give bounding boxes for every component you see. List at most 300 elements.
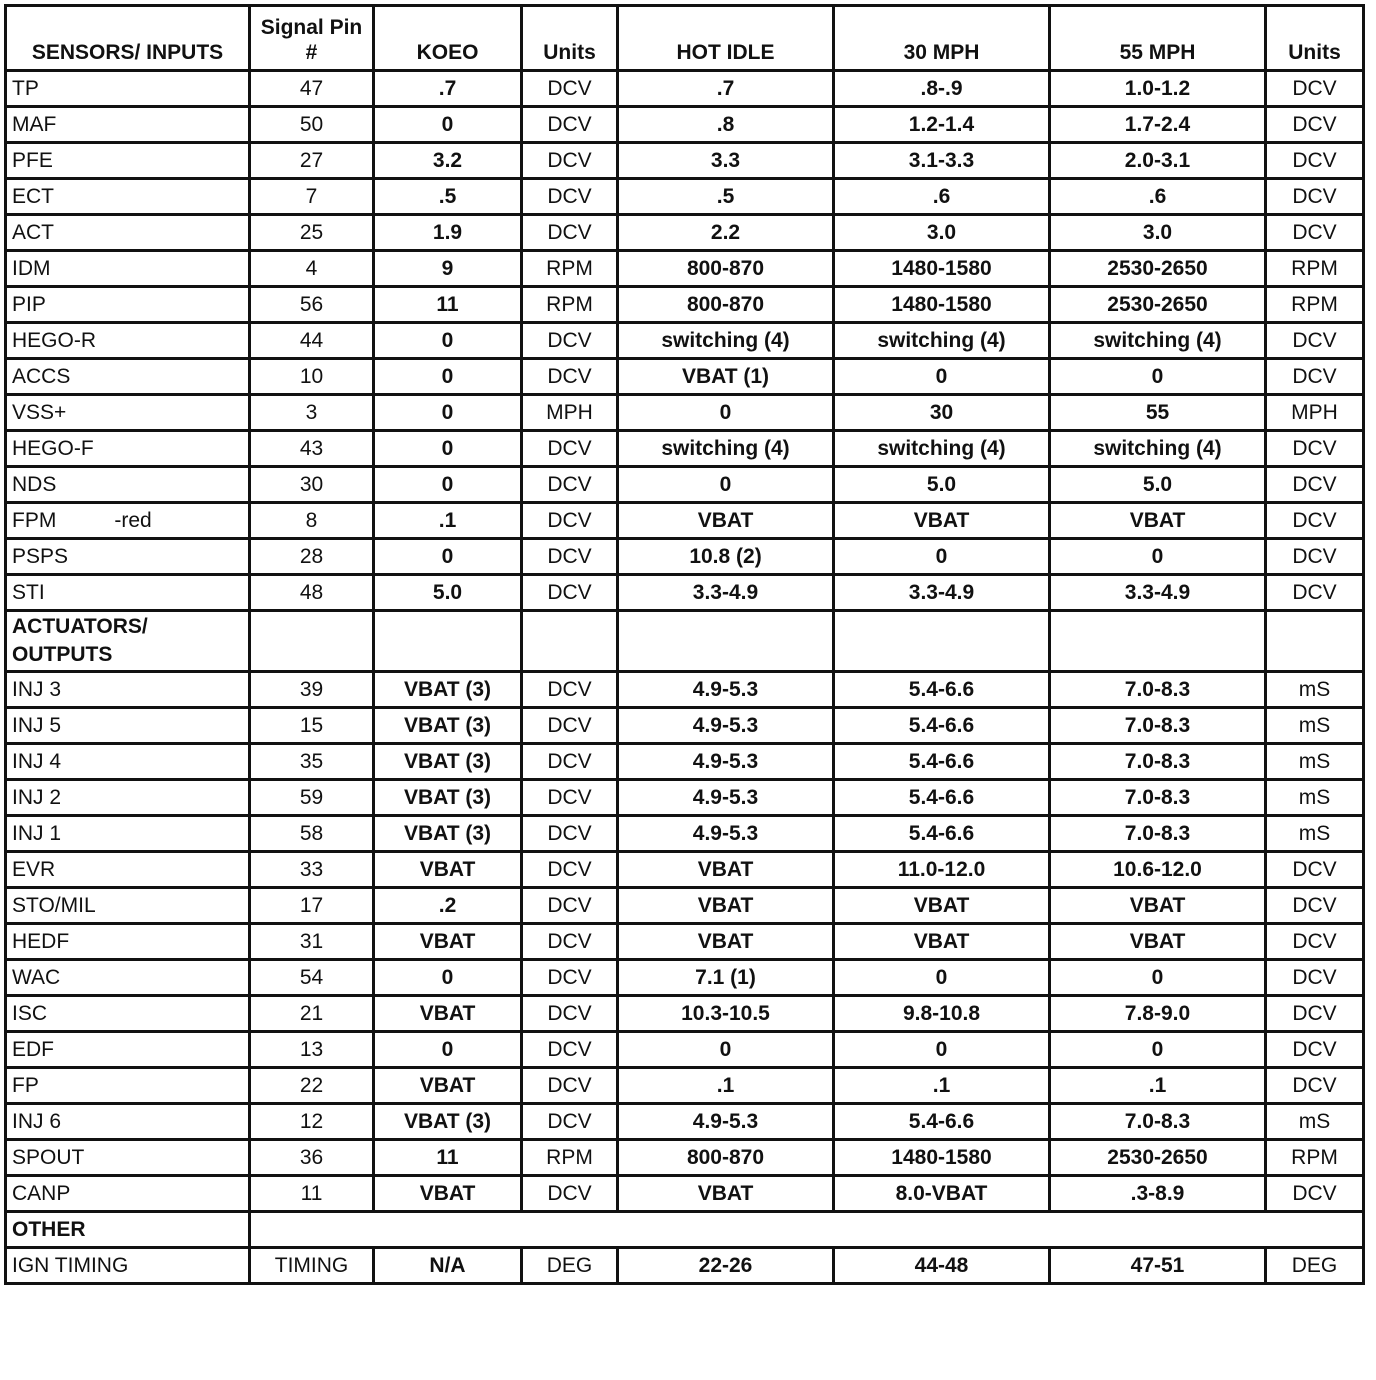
empty-cell <box>1050 611 1266 672</box>
cell-name <box>6 672 250 708</box>
cell-text: 0 <box>719 472 732 496</box>
cell-units-2 <box>1266 539 1364 575</box>
cell-text: DCV <box>547 508 592 532</box>
empty-cell <box>250 611 374 672</box>
cell-text: 9 <box>441 256 454 280</box>
cell-units <box>522 503 618 539</box>
cell-text: VBAT (3) <box>403 821 492 845</box>
cell-name <box>6 708 250 744</box>
cell-text: EDF <box>12 1037 54 1061</box>
cell-pin <box>250 924 374 960</box>
cell-text: INJ 1 <box>12 821 62 845</box>
cell-text: TIMING <box>274 1253 349 1277</box>
cell-text: PFE <box>12 148 53 172</box>
cell-hot-idle <box>618 71 834 107</box>
cell-text: .1 <box>716 1073 735 1097</box>
cell-units-2 <box>1266 852 1364 888</box>
cell-name <box>6 1068 250 1104</box>
cell-text: VBAT <box>697 857 754 881</box>
cell-text: DCV <box>547 472 592 496</box>
empty-cell <box>522 611 618 672</box>
cell-text: DCV <box>1292 184 1337 208</box>
cell-text: DEG <box>546 1253 593 1277</box>
cell-text: FPM <box>12 508 57 532</box>
table-row <box>6 780 1364 816</box>
cell-text: VBAT (3) <box>403 677 492 701</box>
cell-text: DCV <box>547 965 592 989</box>
cell-koeo <box>374 71 522 107</box>
cell-text: 3.0 <box>926 220 957 244</box>
cell-text: 0 <box>1151 364 1164 388</box>
cell-text: 7.0-8.3 <box>1124 749 1191 773</box>
section-row <box>6 1212 1364 1248</box>
cell-text: VBAT <box>419 1073 476 1097</box>
cell-text: 0 <box>441 328 454 352</box>
cell-hot-idle <box>618 1068 834 1104</box>
cell-30-mph <box>834 431 1050 467</box>
cell-name <box>6 395 250 431</box>
cell-name <box>6 143 250 179</box>
cell-pin <box>250 503 374 539</box>
cell-30-mph <box>834 708 1050 744</box>
table-row <box>6 672 1364 708</box>
cell-text: 59 <box>299 785 324 809</box>
cell-text: 4.9-5.3 <box>692 821 759 845</box>
cell-name <box>6 996 250 1032</box>
cell-text: HEGO-F <box>12 436 94 460</box>
cell-text: STI <box>12 580 45 604</box>
cell-text: DCV <box>1292 1073 1337 1097</box>
cell-text: RPM <box>1291 292 1338 316</box>
cell-55-mph <box>1050 539 1266 575</box>
cell-text: INJ 5 <box>12 713 62 737</box>
empty-cell <box>834 611 1050 672</box>
cell-koeo <box>374 816 522 852</box>
cell-text: 3.0 <box>1142 220 1173 244</box>
cell-text: 10.8 (2) <box>689 544 762 568</box>
header-55-mph: 55 MPH <box>1050 6 1266 71</box>
cell-text: 1.0-1.2 <box>1124 76 1191 100</box>
empty-cell <box>374 611 522 672</box>
cell-text: IDM <box>12 256 51 280</box>
cell-name <box>6 431 250 467</box>
cell-text: ISC <box>12 1001 48 1025</box>
cell-units <box>522 1032 618 1068</box>
cell-text: DCV <box>1292 544 1337 568</box>
cell-text: switching (4) <box>1093 436 1222 460</box>
cell-text: ACCS <box>12 364 71 388</box>
cell-name <box>6 1176 250 1212</box>
empty-cell <box>1266 611 1364 672</box>
cell-text: 5.0 <box>1142 472 1173 496</box>
cell-text: ACT <box>12 220 54 244</box>
cell-55-mph <box>1050 251 1266 287</box>
cell-text: DCV <box>1292 364 1337 388</box>
table-row <box>6 107 1364 143</box>
cell-30-mph <box>834 251 1050 287</box>
cell-text: DCV <box>1292 1181 1337 1205</box>
cell-text: VBAT <box>419 1001 476 1025</box>
cell-hot-idle <box>618 1140 834 1176</box>
cell-55-mph <box>1050 71 1266 107</box>
cell-text: 3.1-3.3 <box>908 148 975 172</box>
cell-text: DCV <box>547 220 592 244</box>
cell-text: 10 <box>299 364 324 388</box>
cell-text: 5.4-6.6 <box>908 785 975 809</box>
cell-pin <box>250 251 374 287</box>
cell-text: HEDF <box>12 929 70 953</box>
cell-text: 1480-1580 <box>891 1145 992 1169</box>
cell-units <box>522 744 618 780</box>
cell-text: 0 <box>1151 965 1164 989</box>
cell-text: 0 <box>441 472 454 496</box>
cell-text: ECT <box>12 184 54 208</box>
cell-units-2 <box>1266 395 1364 431</box>
cell-name <box>6 816 250 852</box>
cell-name <box>6 744 250 780</box>
cell-text: 21 <box>299 1001 324 1025</box>
cell-text: 1.9 <box>432 220 463 244</box>
cell-text: switching (4) <box>1093 328 1222 352</box>
empty-cell <box>250 1212 1364 1248</box>
cell-text: VBAT <box>419 929 476 953</box>
cell-units-2 <box>1266 996 1364 1032</box>
cell-koeo <box>374 1140 522 1176</box>
cell-units <box>522 251 618 287</box>
cell-text: 50 <box>299 112 324 136</box>
cell-text: MAF <box>12 112 57 136</box>
cell-55-mph <box>1050 1068 1266 1104</box>
cell-text: .1 <box>932 1073 951 1097</box>
cell-text: 0 <box>935 965 948 989</box>
table-row <box>6 467 1364 503</box>
cell-text: DCV <box>547 148 592 172</box>
cell-pin <box>250 431 374 467</box>
cell-units-2 <box>1266 143 1364 179</box>
cell-text: 30 <box>299 472 324 496</box>
cell-55-mph <box>1050 708 1266 744</box>
cell-text: VBAT (3) <box>403 713 492 737</box>
header-koeo: KOEO <box>374 6 522 71</box>
cell-text: DCV <box>547 1001 592 1025</box>
cell-units-2 <box>1266 1104 1364 1140</box>
cell-text: .3-8.9 <box>1130 1181 1185 1205</box>
cell-pin <box>250 1068 374 1104</box>
table-row <box>6 71 1364 107</box>
cell-text: 0 <box>935 364 948 388</box>
cell-units-2 <box>1266 431 1364 467</box>
cell-hot-idle <box>618 1248 834 1284</box>
cell-pin <box>250 575 374 611</box>
cell-units-2 <box>1266 215 1364 251</box>
cell-30-mph <box>834 575 1050 611</box>
cell-text: DCV <box>1292 76 1337 100</box>
cell-text: 7.0-8.3 <box>1124 713 1191 737</box>
cell-text: DCV <box>1292 965 1337 989</box>
cell-hot-idle <box>618 539 834 575</box>
cell-30-mph <box>834 143 1050 179</box>
cell-text: DCV <box>547 1181 592 1205</box>
cell-name <box>6 467 250 503</box>
cell-text: RPM <box>1291 1145 1338 1169</box>
cell-text: DCV <box>547 893 592 917</box>
cell-hot-idle <box>618 780 834 816</box>
cell-hot-idle <box>618 575 834 611</box>
cell-pin <box>250 143 374 179</box>
cell-hot-idle <box>618 1104 834 1140</box>
cell-name <box>6 503 250 539</box>
cell-text: 1.7-2.4 <box>1124 112 1191 136</box>
cell-units-2 <box>1266 323 1364 359</box>
cell-pin <box>250 179 374 215</box>
cell-units-2 <box>1266 107 1364 143</box>
cell-text: 8.0-VBAT <box>895 1181 988 1205</box>
cell-name <box>6 924 250 960</box>
cell-hot-idle <box>618 1176 834 1212</box>
cell-text: 35 <box>299 749 324 773</box>
cell-pin <box>250 816 374 852</box>
cell-text: 48 <box>299 580 324 604</box>
cell-30-mph <box>834 359 1050 395</box>
cell-pin <box>250 780 374 816</box>
cell-hot-idle <box>618 215 834 251</box>
cell-koeo <box>374 1068 522 1104</box>
cell-30-mph <box>834 1140 1050 1176</box>
cell-pin <box>250 744 374 780</box>
cell-text: 7 <box>305 184 318 208</box>
cell-text: 36 <box>299 1145 324 1169</box>
table-row <box>6 503 1364 539</box>
cell-text: N/A <box>429 1253 466 1277</box>
cell-text: 3.3-4.9 <box>692 580 759 604</box>
cell-text: 0 <box>441 400 454 424</box>
cell-text: STO/MIL <box>12 893 96 917</box>
cell-hot-idle <box>618 672 834 708</box>
cell-text: 33 <box>299 857 324 881</box>
cell-text: 25 <box>299 220 324 244</box>
cell-name <box>6 780 250 816</box>
cell-name <box>6 215 250 251</box>
cell-name <box>6 179 250 215</box>
cell-units <box>522 852 618 888</box>
cell-koeo <box>374 672 522 708</box>
cell-koeo <box>374 852 522 888</box>
cell-text: RPM <box>546 256 593 280</box>
cell-text: VBAT <box>913 929 970 953</box>
cell-text: DCV <box>1292 580 1337 604</box>
cell-text: 47-51 <box>1130 1253 1185 1277</box>
cell-text: 30 <box>929 400 954 424</box>
cell-55-mph <box>1050 143 1266 179</box>
cell-text: 2.0-3.1 <box>1124 148 1191 172</box>
cell-text: PIP <box>12 292 46 316</box>
cell-text: 5.0 <box>926 472 957 496</box>
cell-55-mph <box>1050 467 1266 503</box>
cell-units <box>522 1104 618 1140</box>
table-row <box>6 575 1364 611</box>
cell-text: 0 <box>935 1037 948 1061</box>
cell-hot-idle <box>618 431 834 467</box>
cell-text: VBAT <box>913 893 970 917</box>
cell-text: 10.6-12.0 <box>1113 857 1202 881</box>
cell-hot-idle <box>618 323 834 359</box>
table-row <box>6 852 1364 888</box>
cell-units-2 <box>1266 888 1364 924</box>
cell-text: VBAT <box>1129 508 1186 532</box>
cell-text: mS <box>1298 821 1331 845</box>
cell-units <box>522 672 618 708</box>
cell-30-mph <box>834 1032 1050 1068</box>
cell-koeo <box>374 251 522 287</box>
cell-text: DCV <box>547 112 592 136</box>
cell-units-2 <box>1266 780 1364 816</box>
cell-text: 39 <box>299 677 324 701</box>
cell-units-2 <box>1266 503 1364 539</box>
cell-text: HEGO-R <box>12 328 96 352</box>
cell-units <box>522 539 618 575</box>
table-row <box>6 359 1364 395</box>
cell-text: .7 <box>438 76 457 100</box>
cell-koeo <box>374 359 522 395</box>
cell-30-mph <box>834 672 1050 708</box>
cell-text: NDS <box>12 472 57 496</box>
cell-units <box>522 1248 618 1284</box>
table-row <box>6 143 1364 179</box>
cell-units-2 <box>1266 708 1364 744</box>
cell-30-mph <box>834 1176 1050 1212</box>
cell-text: DCV <box>1292 893 1337 917</box>
cell-pin <box>250 672 374 708</box>
cell-text: 47 <box>299 76 324 100</box>
cell-text: 55 <box>1145 400 1170 424</box>
cell-55-mph <box>1050 960 1266 996</box>
cell-text: VBAT <box>697 893 754 917</box>
cell-units <box>522 71 618 107</box>
cell-units <box>522 1176 618 1212</box>
cell-units-2 <box>1266 816 1364 852</box>
cell-koeo <box>374 708 522 744</box>
cell-hot-idle <box>618 960 834 996</box>
cell-text: 0 <box>441 544 454 568</box>
cell-hot-idle <box>618 359 834 395</box>
empty-cell <box>618 611 834 672</box>
cell-55-mph <box>1050 1176 1266 1212</box>
cell-text: VBAT (3) <box>403 785 492 809</box>
cell-koeo <box>374 467 522 503</box>
cell-text: 17 <box>299 893 324 917</box>
cell-55-mph <box>1050 1140 1266 1176</box>
cell-text: VBAT <box>419 857 476 881</box>
cell-units-2 <box>1266 1140 1364 1176</box>
cell-pin <box>250 1176 374 1212</box>
cell-30-mph <box>834 323 1050 359</box>
cell-pin <box>250 107 374 143</box>
cell-text: RPM <box>546 292 593 316</box>
cell-name <box>6 888 250 924</box>
cell-name <box>6 1104 250 1140</box>
table-row <box>6 1068 1364 1104</box>
table-row <box>6 996 1364 1032</box>
cell-name <box>6 71 250 107</box>
cell-30-mph <box>834 215 1050 251</box>
cell-text: 5.4-6.6 <box>908 749 975 773</box>
cell-hot-idle <box>618 179 834 215</box>
cell-text: 4.9-5.3 <box>692 1109 759 1133</box>
cell-text: .8-.9 <box>920 76 963 100</box>
cell-text: 10.3-10.5 <box>681 1001 770 1025</box>
cell-text: .6 <box>1148 184 1167 208</box>
cell-text: 0 <box>719 1037 732 1061</box>
cell-units <box>522 708 618 744</box>
cell-units-2 <box>1266 179 1364 215</box>
cell-text: CANP <box>12 1181 71 1205</box>
cell-units <box>522 575 618 611</box>
cell-text: switching (4) <box>877 328 1006 352</box>
header-30-mph: 30 MPH <box>834 6 1050 71</box>
cell-text: DCV <box>547 364 592 388</box>
cell-text: DCV <box>547 580 592 604</box>
cell-text: 5.4-6.6 <box>908 677 975 701</box>
cell-koeo <box>374 960 522 996</box>
cell-text: DCV <box>547 436 592 460</box>
cell-text: DCV <box>1292 857 1337 881</box>
cell-30-mph <box>834 888 1050 924</box>
cell-55-mph <box>1050 179 1266 215</box>
cell-text: MPH <box>1291 400 1338 424</box>
cell-units <box>522 1068 618 1104</box>
cell-koeo <box>374 1032 522 1068</box>
table-row <box>6 744 1364 780</box>
table-row <box>6 539 1364 575</box>
cell-text: DCV <box>547 857 592 881</box>
cell-text: 3.3-4.9 <box>1124 580 1191 604</box>
cell-koeo <box>374 215 522 251</box>
header-sensors-inputs: SENSORS/ INPUTS <box>6 6 250 71</box>
cell-text: 1480-1580 <box>891 256 992 280</box>
cell-units-2 <box>1266 251 1364 287</box>
cell-units-2 <box>1266 1176 1364 1212</box>
cell-units <box>522 107 618 143</box>
table-row <box>6 816 1364 852</box>
specification-table <box>4 4 1365 1285</box>
cell-text: 31 <box>299 929 324 953</box>
cell-text: DCV <box>547 677 592 701</box>
cell-name <box>6 960 250 996</box>
cell-text: 11.0-12.0 <box>897 857 986 881</box>
cell-30-mph <box>834 107 1050 143</box>
cell-30-mph <box>834 852 1050 888</box>
cell-text: 54 <box>299 965 324 989</box>
section-label: ACTUATORS/ OUTPUTS <box>6 611 250 672</box>
cell-55-mph <box>1050 852 1266 888</box>
cell-text: 5.4-6.6 <box>908 821 975 845</box>
cell-text: 0 <box>441 436 454 460</box>
cell-units <box>522 467 618 503</box>
cell-units-2 <box>1266 1248 1364 1284</box>
cell-name <box>6 287 250 323</box>
cell-pin <box>250 888 374 924</box>
cell-text: 2530-2650 <box>1107 256 1208 280</box>
cell-koeo <box>374 539 522 575</box>
cell-hot-idle <box>618 708 834 744</box>
table-body <box>6 71 1364 1284</box>
cell-text: mS <box>1298 677 1331 701</box>
cell-text: 0 <box>441 965 454 989</box>
cell-name <box>6 107 250 143</box>
cell-text: DCV <box>547 76 592 100</box>
cell-hot-idle <box>618 503 834 539</box>
cell-name <box>6 852 250 888</box>
